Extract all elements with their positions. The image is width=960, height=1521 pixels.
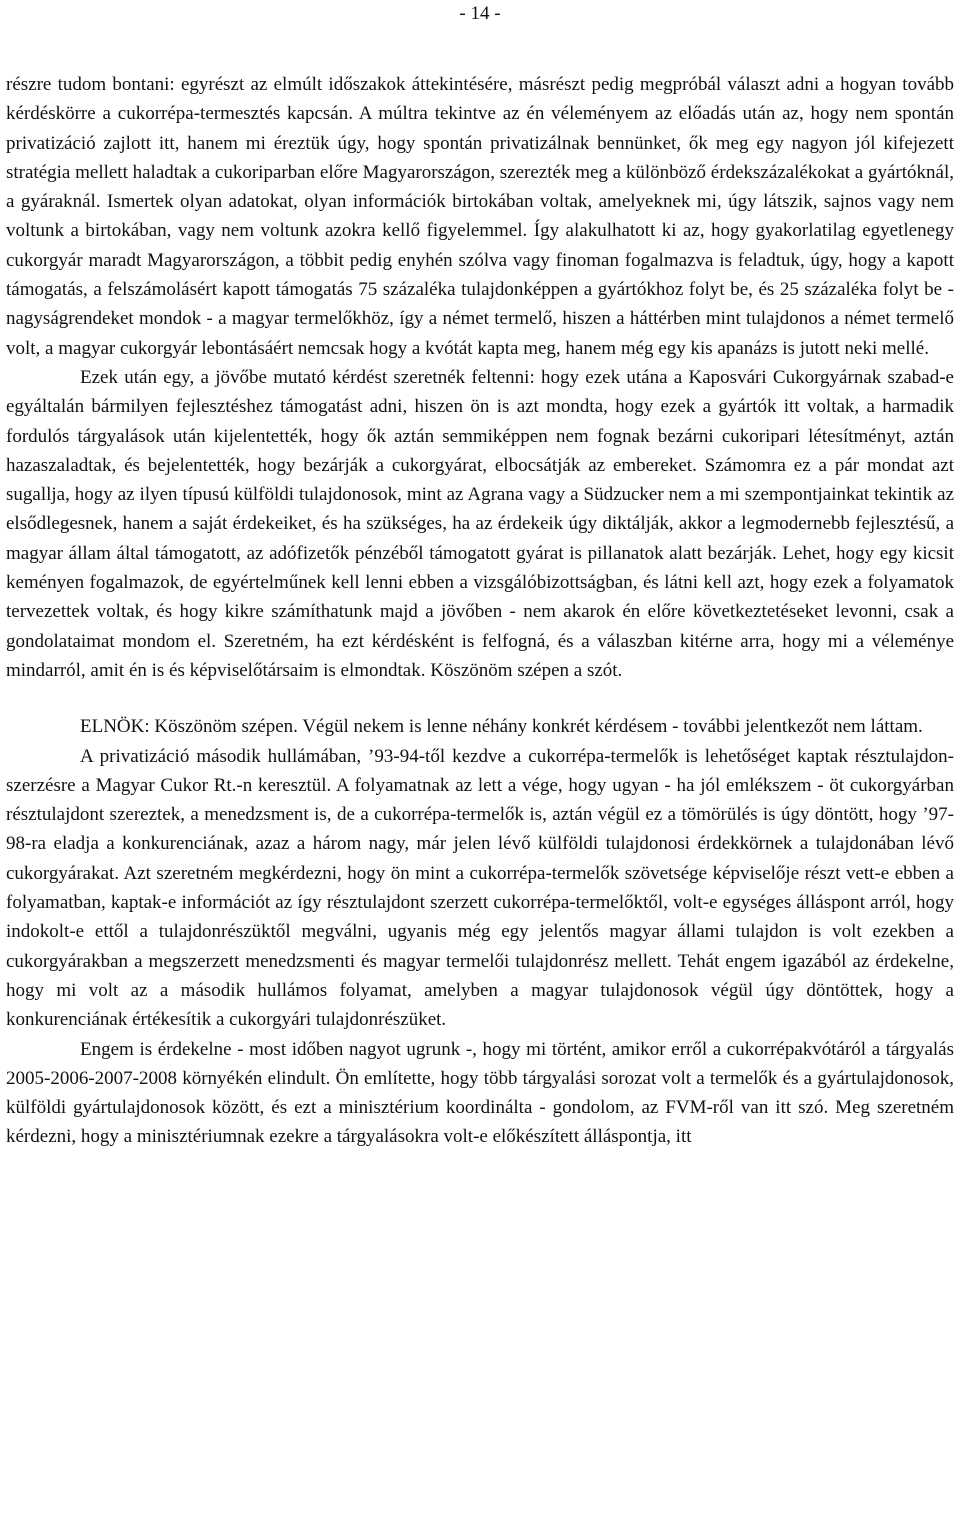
paragraph-chair-remark: ELNÖK: Köszönöm szépen. Végül nekem is lenne néhány konkrét kérdésem - további jelentkezőt nem láttam.: [80, 716, 923, 738]
page-number: - 14 -: [459, 3, 501, 24]
document-body: [6, 70, 954, 1152]
paragraph-1: részre tudom bontani: egyrészt az elmúlt időszakok áttekintésére, másrészt pedig megpróbál választ adni a hogyan tovább kérdéskörre a cukorrépa-termesztés kapcsán. A múltra tekintve az én véleményem az előadás után az, hogy nem spontán privatizáció zajlott itt, hanem mi éreztük úgy, hogy spontán privatizálnak bennünket, ők meg egy nagyon jól kifejezett stratégia mellett haladtak a cukoriparban előre Magyarországon, szerezték meg a különböző érdekszázalékokat a gyártóknál, a gyáraknál. Ismertek olyan adatokat, olyan információk birtokában voltak, amelyeknek mi, úgy látszik, sajnos vagy nem voltunk a birtokában, vagy nem voltunk azokra kellő figyelemmel. Így alakulhatott ki az, hogy gyakorlatilag egyetlenegy cukorgyár maradt Magyarországon, a többit pedig enyhén szólva vagy finoman fogalmazva is feladtuk, úgy, hogy a kapott támogatás, a felszámolásért kapott támogatás 75 százaléka tulajdonképpen a gyártókhoz folyt be, és 25 százaléka folyt be - nagyságrendeket mondok - a magyar termelőkhöz, így a német termelő, hiszen a háttérben mint tulajdonos a német termelő volt, a magyar cukorgyár lebontásáért nemcsak hogy a kvótát kapta meg, hanem még egy kis apanázs is jutott neki mellé.: [6, 74, 954, 359]
paragraph-4: A privatizáció második hullámában, ’93-94-től kezdve a cukorrépa-termelők is lehetőséget kaptak résztulajdon-szerzésre a Magyar Cukor Rt.-n keresztül. A folyamatnak az lett a vége, hogy ugyan - ha jól emlékszem - öt cukorgyárban résztulajdont szereztek, a menedzsment is, de a cukorrépa-termelők is, aztán végül ez a tömörülés is úgy döntött, hogy ’97-98-ra eladja a konkurenciának, azaz a három nagy, már jelen lévő külföldi tulajdonosi érdekkörnek a tulajdonában lévő cukorgyárakat. Azt szeretném megkérdezni, hogy ön mint a cukorrépa-termelők szövetsége képviselője részt vett-e ebben a folyamatban, kaptak-e információt az így résztulajdont szerzett cukorrépa-termelőktől, volt-e egységes álláspont arról, hogy indokolt-e ettől a tulajdonrészüktől megválni, ugyanis még egy jelentős magyar állami tulajdon is volt ezekben a cukorgyárakban a megszerzett menedzsmenti és magyar termelői tulajdonrész mellett. Tehát engem igazából az érdekelne, hogy mi volt az a második hullámos folyamat, amelyben a magyar tulajdonosok végül úgy döntöttek, hogy a konkurenciának értékesítik a cukorgyári tulajdonrészüket.: [6, 745, 954, 1031]
paragraph-2: Ezek után egy, a jövőbe mutató kérdést szeretnék feltenni: hogy ezek utána a Kaposvári Cukorgyárnak szabad-e egyáltalán bármilyen fejlesztéshez támogatást adni, hiszen ön is azt mondta, hogy ezek a gyártók itt voltak, a harmadik fordulós tárgyalások után kijelentették, hogy ők aztán semmiképpen nem fognak bezárni cukoripari létesítményt, aztán hazaszaladtak, és bejelentették, hogy bezárják a cukorgyárat, elbocsátják az embereket. Számomra ez a pár mondat azt sugallja, hogy az ilyen típusú külföldi tulajdonosok, mint az Agrana vagy a Südzucker nem a mi szempontjainkat tekintik az elsődlegesnek, hanem a saját érdekeiket, és ha szükséges, ha az érdekeik úgy diktálják, akkor a legmodernebb fejlesztésű, a magyar állam által támogatott, az adófizetők pénzéből támogatott gyárat is pillanatok alatt bezárják. Lehet, hogy egy kicsit keményen fogalmazok, de egyértelműnek kell lenni ebben a vizsgálóbizottságban, és látni kell azt, hogy ezek a folyamatok tervezettek voltak, és hogy kikre számíthatunk majd a jövőben - nem akarok én előre következtetéseket levonni, csak a gondolataimat mondom el. Szeretném, ha ezt kérdésként is felfogná, és a válaszban kitérne arra, hogy mi a véleménye mindarról, amit én is és képviselőtársaim is elmondtak. Köszönöm szépen a szót.: [6, 366, 954, 681]
paragraph-5: Engem is érdekelne - most időben nagyot ugrunk -, hogy mi történt, amikor erről a cukorrépakvótáról a tárgyalás 2005-2006-2007-2008 környékén elindult. Ön említette, hogy több tárgyalási sorozat volt a termelők és a gyártulajdonosok, külföldi gyártulajdonosok között, és ezt a minisztérium koordinálta - gondolom, az FVM-ről van itt szó. Meg szeretném kérdezni, hogy a minisztériumnak ezekre a tárgyalásokra volt-e előkészített álláspontja, itt: [6, 1038, 954, 1148]
